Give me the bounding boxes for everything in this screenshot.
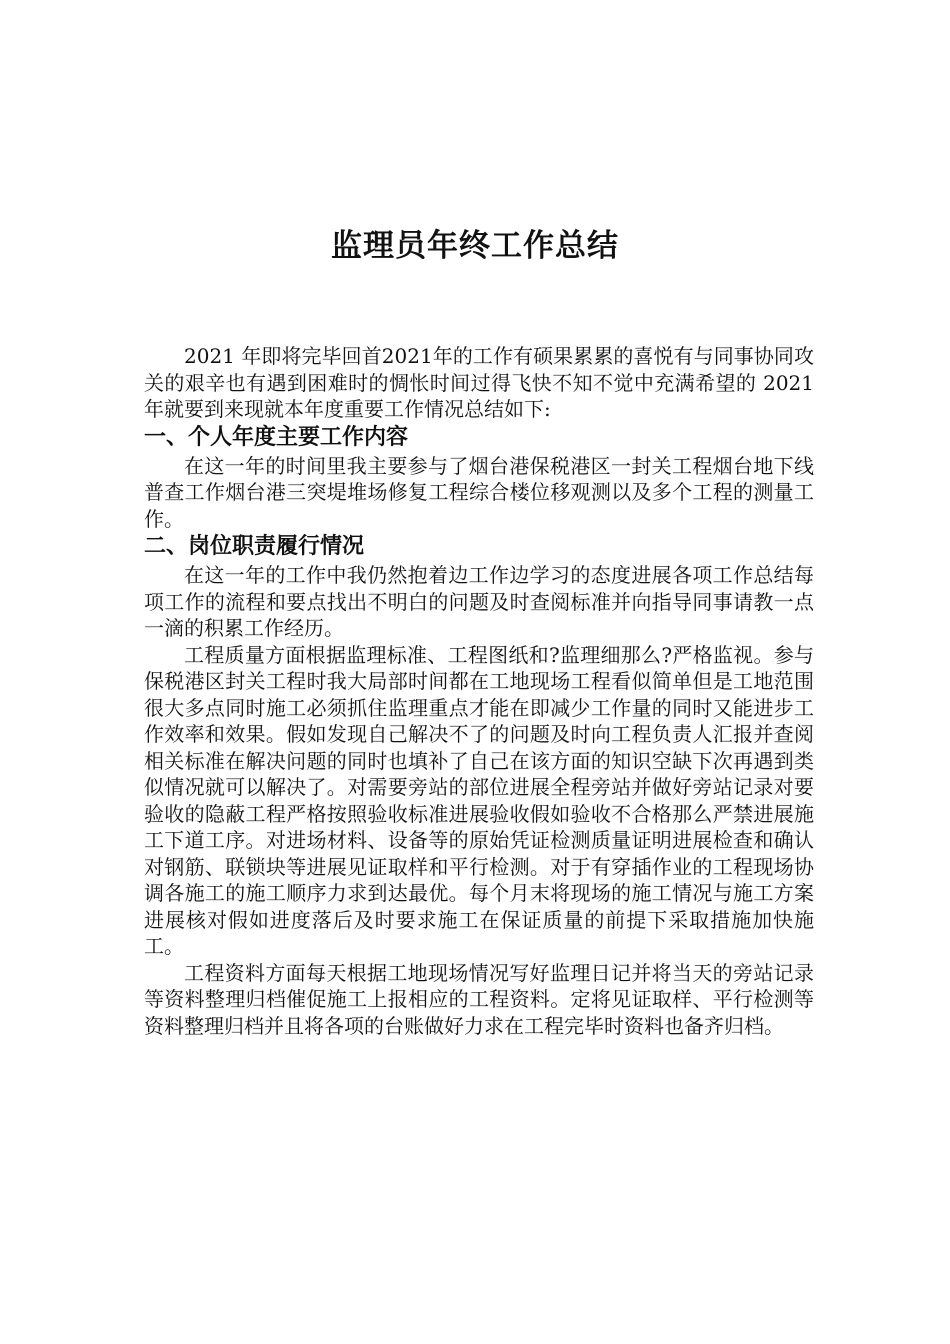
section-heading-work-content: 一、个人年度主要工作内容: [144, 424, 409, 450]
paragraph-duties-overview: 在这一年的工作中我仍然抱着边工作边学习的态度进展各项工作总结每项工作的流程和要点找出不明白的问题及时查阅标准并向指导同事请教一点一滴的积累工作经历。: [144, 563, 814, 640]
intro-paragraph: 2021 年即将完毕回首2021年的工作有硕果累累的喜悦有与同事协同攻关的艰辛也有遇到困难时的惆怅时间过得飞快不知不觉中充满希望的 2021年就要到来现就本年度重要工作情况总结如下:: [144, 344, 814, 421]
paragraph-work-content: 在这一年的时间里我主要参与了烟台港保税港区一封关工程烟台地下线普查工作烟台港三突堤堆场修复工程综合楼位移观测以及多个工程的测量工作。: [144, 453, 814, 531]
section-heading-duties: 二、岗位职责履行情况: [144, 534, 365, 559]
paragraph-quality: 工程质量方面根据监理标准、工程图纸和?监理细那么?严格监视。参与保税港区封关工程时我大局部时间都在工地现场工程看似简单但是工地范围很大多点同时施工必须抓住监理重点才能在即减少工作量的同时又能进步工作效率和效果。假如发现自己解决不了的问题及时向工程负责人汇报并查阅相关标准在解决问题的同时也填补了自己在该方面的知识空缺下次再遇到类似情况就可以解决了。对需要旁站的部位进展全程旁站并做好旁站记录对要验收的隐蔽工程严格按照验收标准进展验收假如验收不合格那么严禁进展施工下道工序。对进场材料、设备等的原始凭证检测质量证明进展检查和确认对钢筋、联锁块等进展见证取样和平行检测。对于有穿插作业的工程现场协调各施工的施工顺序力求到达最优。每个月末将现场的施工情况与施工方案进展核对假如进度落后及时要求施工在保证质量的前提下采取措施加快施工。: [144, 642, 814, 958]
paragraph-documentation: 工程资料方面每天根据工地现场情况写好监理日记并将当天的旁站记录等资料整理归档催促施工上报相应的工程资料。定将见证取样、平行检测等资料整理归档并且将各项的台账做好力求在工程完毕时资料也备齐归档。: [144, 960, 814, 1038]
document-title: 监理员年终工作总结: [331, 228, 619, 264]
document-body: [144, 343, 814, 1039]
